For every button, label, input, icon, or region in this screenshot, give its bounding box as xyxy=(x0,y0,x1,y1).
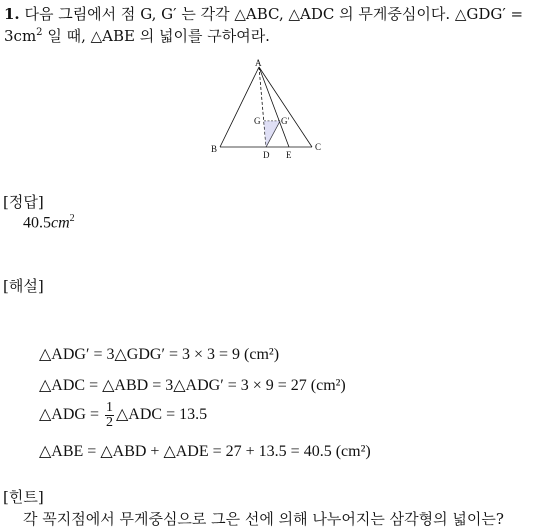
answer-heading: [정답] xyxy=(3,193,44,211)
label-c: C xyxy=(315,142,322,152)
triangle-gdg2-shade xyxy=(264,121,280,147)
label-g-prime: G′ xyxy=(281,116,290,126)
label-b: B xyxy=(211,144,218,154)
segment-ab xyxy=(220,67,259,147)
equation-4: △ABE = △ABD + △ADE = 27 + 13.5 = 40.5 (cm²) xyxy=(39,443,371,460)
hint-heading: [힌트] xyxy=(3,488,44,506)
label-e: E xyxy=(286,150,292,160)
fraction-one-half: $\frac{1}{2}$ xyxy=(106,400,113,430)
hint-text: 각 꼭지점에서 무게중심으로 그은 선에 의해 나누어지는 삼각형의 넓이는? xyxy=(23,510,504,528)
answer-unit-exp: 2 xyxy=(69,213,75,224)
triangle-figure xyxy=(205,58,330,163)
problem-line-1 xyxy=(4,4,523,24)
equation-1: △ADG′ = 3△GDG′ = 3 × 3 = 9 (cm²) xyxy=(39,346,280,363)
equation-2: △ADC = △ABD = 3△ADG′ = 3 × 9 = 27 (cm²) xyxy=(39,377,346,394)
segment-ad xyxy=(259,67,266,147)
equation-3: △ADG = $\frac{1}{2}$ △ADC = 13.5 xyxy=(39,400,208,430)
segment-ae xyxy=(259,67,289,147)
problem-line-2 xyxy=(4,23,270,46)
label-a: A xyxy=(255,58,262,68)
answer-value: $40.5cm^2$ xyxy=(23,213,75,232)
area-exponent: 2 xyxy=(36,27,43,38)
answer-unit: cm xyxy=(51,214,70,232)
label-g: G xyxy=(254,116,261,126)
problem-number: 1. xyxy=(4,5,20,23)
label-d: D xyxy=(263,150,270,160)
problem-text-1: 다음 그림에서 점 G, G′ 는 각각 △ABC, △ADC 의 무게중심이다. △GDG′ = xyxy=(24,5,524,23)
area-value: 3cm xyxy=(4,27,37,45)
explanation-heading: [해설] xyxy=(3,277,44,295)
problem-text-2: 일 때, △ABE 의 넓이를 구하여라. xyxy=(47,27,270,45)
